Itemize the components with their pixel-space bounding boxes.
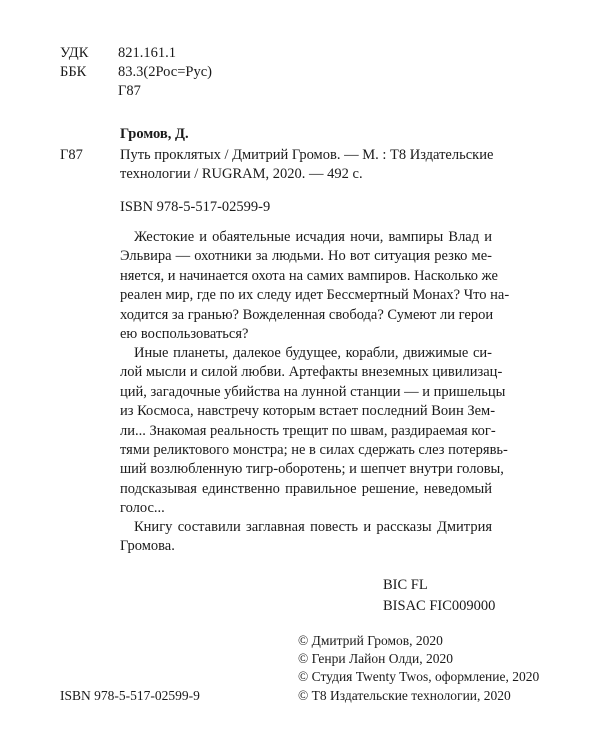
udk-value: 821.161.1: [118, 45, 176, 61]
udk-row: [0, 44, 600, 62]
bbk-label: ББК: [60, 64, 87, 80]
annotation-paragraph-3: [120, 518, 492, 557]
description-line-1: Путь проклятых / Дмитрий Громов. — М. : Т8 Издательские: [120, 147, 494, 163]
author-mark-top: Г87: [118, 83, 141, 99]
annotation-paragraph-2: [120, 344, 508, 519]
bic-code: BIC FL: [383, 577, 428, 593]
annotation-line: Книгу составили заглавная повесть и рассказы Дмитрия: [134, 519, 492, 535]
copyright-line: © Студия Twenty Twos, оформление, 2020: [298, 669, 540, 684]
author-heading: Громов, Д.: [120, 126, 189, 142]
annotation-line: лой мысли и силой любви. Артефакты внеземных цивилизац-: [120, 364, 503, 381]
udk-label: УДК: [60, 45, 89, 61]
copyright-line: © Т8 Издательские технологии, 2020: [298, 688, 511, 703]
bisac-code: BISAC FIC009000: [383, 598, 496, 614]
annotation-line: Эльвира — охотники за людьми. Но вот ситуация резко ме-: [120, 248, 492, 265]
annotation-line: ли... Знакомая реальность трещит по швам, раздираемая ког-: [120, 422, 496, 439]
annotation-line: Иные планеты, далекое будущее, корабли, движимые си-: [134, 345, 492, 361]
annotation-line: голос...: [120, 500, 165, 517]
copyright-line: © Генри Лайон Олди, 2020: [298, 651, 454, 666]
annotation-line: ею воспользоваться?: [120, 326, 249, 343]
annotation-line: реален мир, где по их следу идет Бессмертный Монах? Что на-: [120, 287, 510, 304]
annotation-line: Жестокие и обаятельные исчадия ночи, вампиры Влад и: [134, 229, 492, 245]
annotation-line: ций, загадочные убийства на лунной станции — и пришельцы: [120, 383, 506, 400]
annotation-line: няется, и начинается охота на самих вампиров. Насколько же: [120, 267, 498, 284]
copyright-line: © Дмитрий Громов, 2020: [298, 633, 443, 648]
annotation-line: ший возлюбленную тигр-оборотень; и шепчет внутри головы,: [120, 461, 504, 478]
annotation-line: Громова.: [120, 538, 175, 555]
annotation-line: тями реликтового монстра; не в силах сдержать слез потерявь-: [120, 442, 508, 459]
bbk-row: [0, 63, 600, 81]
bbk-value: 83.3(2Рос=Рус): [118, 64, 212, 80]
annotation-line: подсказывая единственно правильное решение, неведомый: [120, 480, 492, 497]
record-isbn: ISBN 978-5-517-02599-9: [120, 199, 271, 215]
author-mark-record: Г87: [60, 147, 83, 163]
footer-isbn: ISBN 978-5-517-02599-9: [60, 688, 200, 703]
description-line-2: технологии / RUGRAM, 2020. — 492 с.: [120, 166, 363, 182]
annotation-line: ходится за гранью? Вожделенная свобода? Сумеют ли герои: [120, 306, 494, 323]
annotation-line: из Космоса, навстречу которым встает последний Воин Зем-: [120, 403, 496, 420]
annotation-paragraph-1: [120, 228, 510, 344]
